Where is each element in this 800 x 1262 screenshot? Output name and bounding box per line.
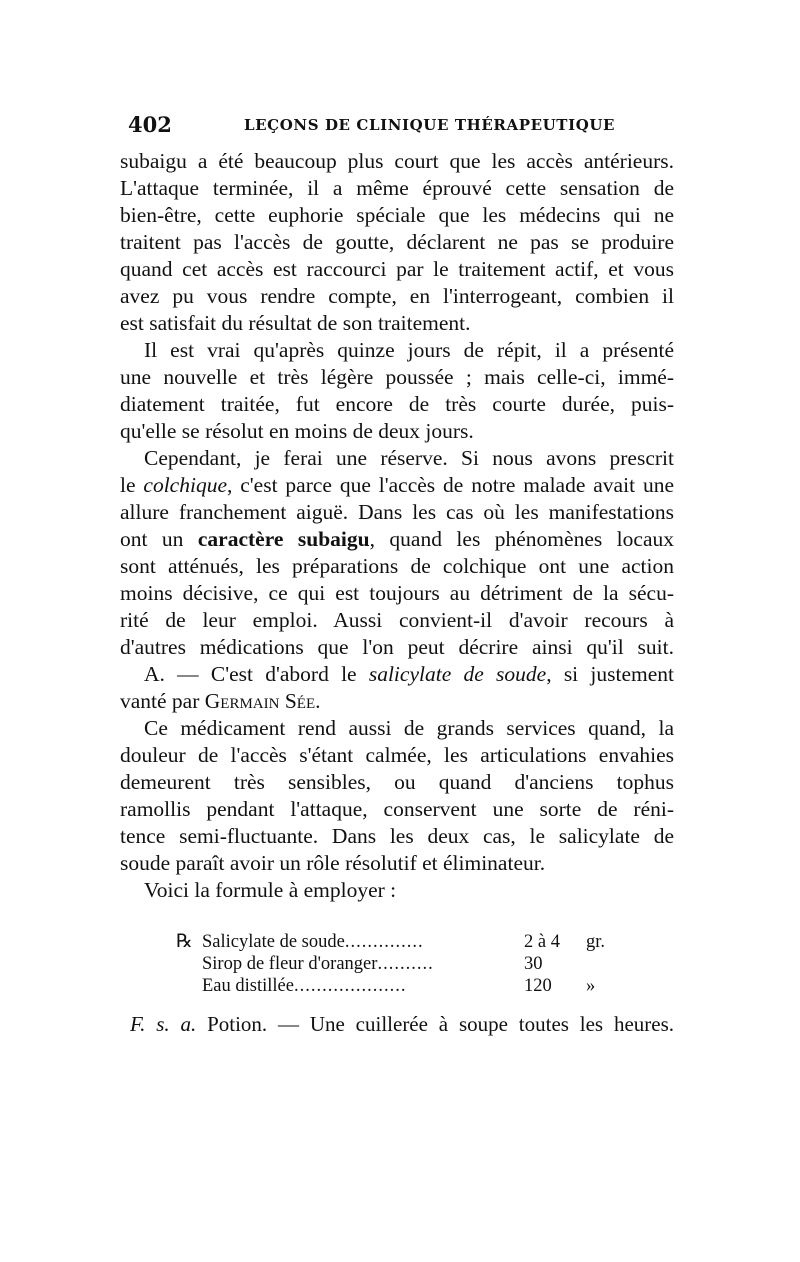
fsa-abbreviation: F. s. a. <box>130 1012 197 1036</box>
leader-dots: .......... <box>377 954 434 974</box>
text-line: soude paraît avoir un rôle résolutif et éliminateur. <box>120 851 546 875</box>
text-line: Il est vrai qu'après quinze jours de répit, il a présenté <box>144 338 674 362</box>
leader-dots: .............. <box>344 932 424 952</box>
page-header <box>128 112 668 138</box>
text-run: le <box>120 473 144 497</box>
ingredient-unit: » <box>586 976 596 996</box>
body-text <box>120 148 674 904</box>
formula-row <box>176 954 616 976</box>
text-line: sont atténués, les préparations de colchique ont une action <box>120 554 674 578</box>
text-line: Voici la formule à employer : <box>144 878 397 902</box>
text-line: tence semi-fluctuante. Dans les deux cas, le salicylate de <box>120 824 674 848</box>
text-line: ramollis pendant l'attaque, conservent une sorte de réni- <box>120 797 674 821</box>
bold-term: caractère subaigu <box>197 527 370 551</box>
text-line: subaigu a été beaucoup plus court que les accès antérieurs. <box>120 149 674 173</box>
text-run: , quand les phénomènes locaux <box>369 527 674 551</box>
text-run: . <box>315 689 321 713</box>
text-line <box>120 472 674 499</box>
text-run: , si justement <box>546 662 674 686</box>
italic-term: colchique <box>143 473 227 497</box>
text-line: Cependant, je ferai une réserve. Si nous avons prescrit <box>144 446 674 470</box>
ingredient-name <box>202 932 424 953</box>
text-run: vanté par <box>120 689 205 713</box>
text-line: bien-être, cette euphorie spéciale que les médecins qui ne <box>120 203 674 227</box>
text-line: rité de leur emploi. Aussi convient-il d'avoir recours à <box>120 608 674 632</box>
text-line: allure franchement aiguë. Dans les cas où les manifestations <box>120 500 674 524</box>
ingredient-name <box>202 954 434 975</box>
text-line: douleur de l'accès s'étant calmée, les articulations envahies <box>120 743 674 767</box>
text-line: traitent pas l'accès de goutte, déclarent ne pas se produire <box>120 230 674 254</box>
ingredient-quantity: 30 <box>524 954 543 974</box>
formula-row <box>176 976 616 998</box>
author-name: Germain Sée <box>204 689 316 713</box>
formula-row <box>176 932 616 954</box>
text-line <box>120 661 674 688</box>
text-line: avez pu vous rendre compte, en l'interrogeant, combien il <box>120 284 674 308</box>
running-head: LEÇONS DE CLINIQUE THÉRAPEUTIQUE <box>244 116 616 134</box>
text-line: d'autres médications que l'on peut décrire ainsi qu'il suit. <box>120 635 674 659</box>
text-line: est satisfait du résultat de son traitement. <box>120 311 471 335</box>
text-line: quand cet accès est raccourci par le traitement actif, et vous <box>120 257 674 281</box>
ingredient-quantity: 120 <box>524 976 552 996</box>
ingredient-label: Eau distillée <box>202 976 294 996</box>
text-line: une nouvelle et très légère poussée ; mais celle-ci, immé- <box>120 365 674 389</box>
text-line: L'attaque terminée, il a même éprouvé cette sensation de <box>120 176 674 200</box>
text-line: demeurent très sensibles, ou quand d'anciens tophus <box>120 770 674 794</box>
text-run: , c'est parce que l'accès de notre malade avait une <box>226 473 674 497</box>
ingredient-label: Salicylate de soude <box>202 932 345 952</box>
prescription-formula <box>176 932 616 998</box>
text-line <box>120 688 674 715</box>
dosage-instruction <box>130 1012 674 1037</box>
ingredient-unit: gr. <box>586 932 606 952</box>
ingredient-label: Sirop de fleur d'oranger <box>202 954 378 974</box>
text-line: diatement traitée, fut encore de très courte durée, puis- <box>120 392 674 416</box>
italic-term: salicylate de soude <box>368 662 547 686</box>
ingredient-name <box>202 976 406 997</box>
text-line: Ce médicament rend aussi de grands services quand, la <box>144 716 674 740</box>
page-number: 402 <box>128 112 172 137</box>
instruction-text: Potion. — Une cuillerée à soupe toutes les heures. <box>196 1012 675 1036</box>
rx-symbol: ℞ <box>176 932 193 952</box>
leader-dots: .................... <box>293 976 407 996</box>
text-line <box>120 526 674 553</box>
ingredient-quantity: 2 à 4 <box>524 932 560 952</box>
text-line: moins décisive, ce qui est toujours au détriment de la sécu- <box>120 581 674 605</box>
text-run: A. — C'est d'abord le <box>144 662 369 686</box>
text-run: ont un <box>120 527 198 551</box>
text-line: qu'elle se résolut en moins de deux jours. <box>120 419 474 443</box>
